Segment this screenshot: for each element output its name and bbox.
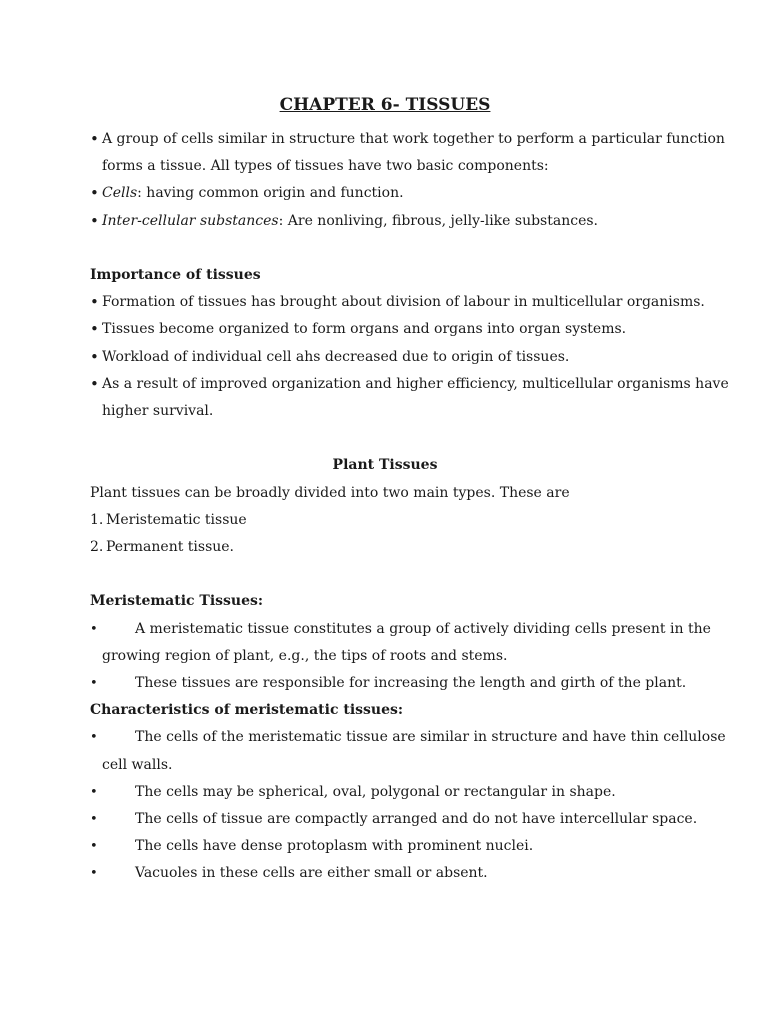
characteristics-heading: Characteristics of meristematic tissues:: [90, 702, 404, 719]
cells-bullet: • Cells: having common origin and function.: [90, 180, 680, 207]
characteristics-item: • Vacuoles in these cells are either small or absent.: [90, 860, 680, 887]
intercellular-bullet: • Inter-cellular substances: Are nonliving, fibrous, jelly-like substances.: [90, 208, 680, 235]
intro-paragraph-line-1: • A group of cells similar in structure that work together to perform a particular function: [90, 126, 680, 153]
importance-item-last-line-1: • As a result of improved organization and higher efficiency, multicellular organisms have: [90, 371, 680, 398]
importance-heading: Importance of tissues: [90, 267, 261, 283]
plant-tissues-heading: Plant Tissues: [332, 457, 438, 474]
importance-item: • Formation of tissues has brought about division of labour in multicellular organisms.: [90, 289, 680, 316]
characteristics-item-1-line-1: • The cells of the meristematic tissue are similar in structure and have thin cellulose: [90, 724, 680, 751]
plant-list-item: 1. Meristematic tissue: [90, 511, 247, 528]
characteristics-item-1-line-2: cell walls.: [102, 756, 173, 773]
cells-term: Cells: [102, 185, 138, 202]
intercellular-term: Inter-cellular substances: [102, 212, 279, 229]
importance-item: • Workload of individual cell ahs decreased due to origin of tissues.: [90, 344, 680, 371]
page-title: CHAPTER 6- TISSUES: [279, 95, 491, 115]
intro-paragraph-line-2: forms a tissue. All types of tissues have two basic components:: [102, 158, 549, 175]
meristematic-heading: Meristematic Tissues:: [90, 593, 264, 610]
spacer: [90, 561, 680, 588]
document-page: [90, 92, 729, 888]
meristematic-item-1-line-2: growing region of plant, e.g., the tips of roots and stems.: [102, 647, 508, 664]
characteristics-item: • The cells have dense protoplasm with prominent nuclei.: [90, 833, 680, 860]
spacer: [90, 235, 680, 262]
importance-item-last-line-2: higher survival.: [102, 403, 214, 420]
characteristics-item: • The cells of tissue are compactly arranged and do not have intercellular space.: [90, 806, 680, 833]
meristematic-item-1-line-1: • A meristematic tissue constitutes a group of actively dividing cells present in the: [90, 616, 680, 643]
plant-tissues-intro: Plant tissues can be broadly divided into two main types. These are: [90, 484, 570, 501]
spacer: [90, 425, 680, 452]
characteristics-item: • The cells may be spherical, oval, polygonal or rectangular in shape.: [90, 779, 680, 806]
meristematic-item-2: • These tissues are responsible for increasing the length and girth of the plant.: [90, 670, 680, 697]
importance-item: • Tissues become organized to form organs and organs into organ systems.: [90, 316, 680, 343]
plant-list-item: 2. Permanent tissue.: [90, 539, 235, 556]
